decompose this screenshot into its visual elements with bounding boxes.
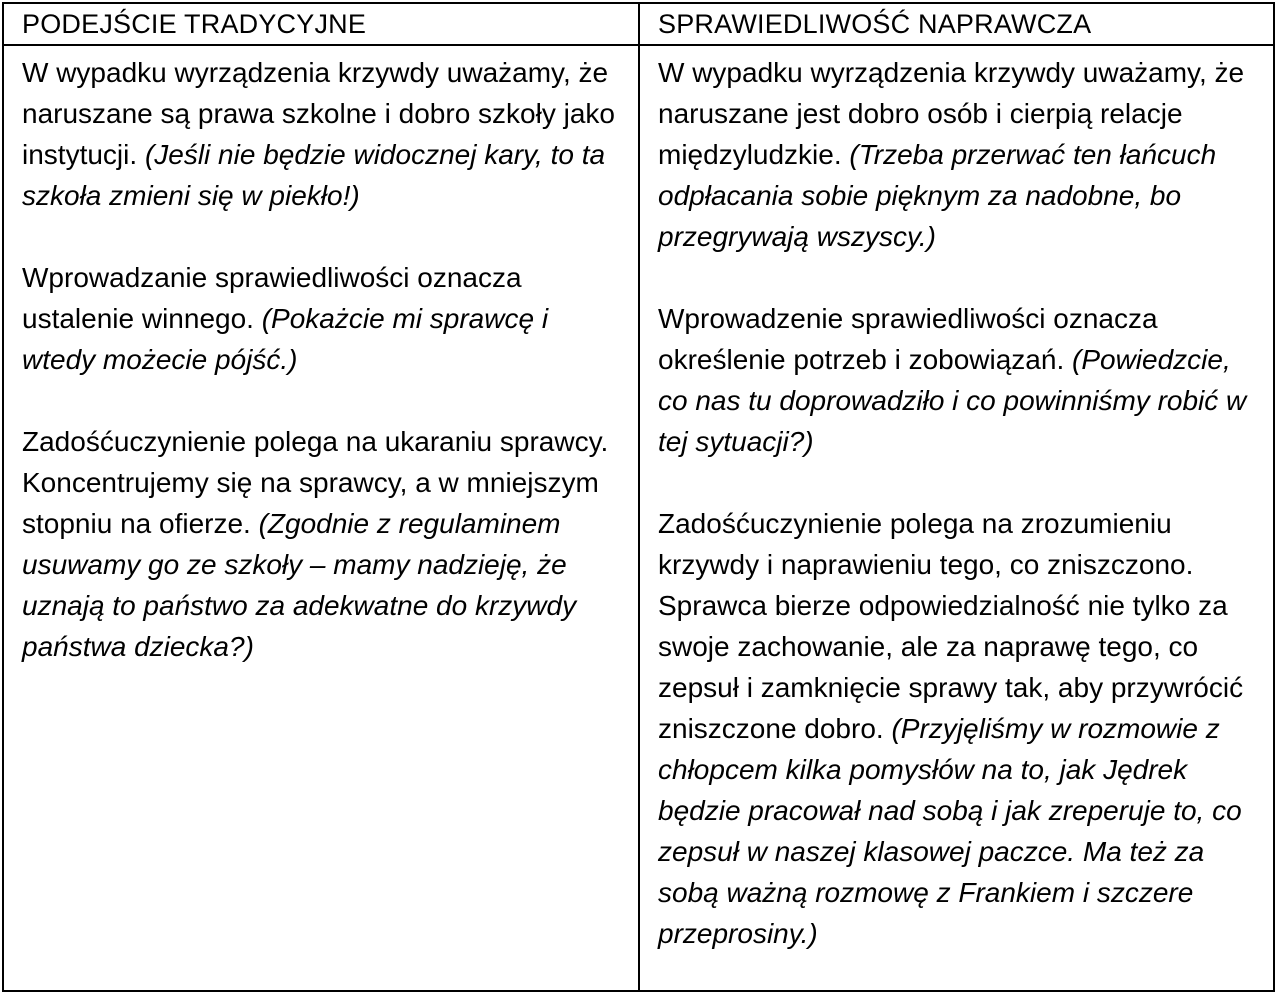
column-restorative xyxy=(640,46,1273,990)
traditional-paragraph-2 xyxy=(22,257,624,380)
restorative-paragraph-3 xyxy=(658,503,1259,954)
restorative-example-3: (Przyjęliśmy w rozmowie z chłopcem kilka pomysłów na to, jak Jędrek będzie pracował nad sobą i jak zreperuje to, co zepsuł w naszej klasowej paczce. Ma też za sobą ważną rozmowę z Frankiem i szczere przeprosiny.) xyxy=(658,713,1242,949)
header-restorative: SPRAWIEDLIWOŚĆ NAPRAWCZA xyxy=(640,4,1273,46)
header-traditional: PODEJŚCIE TRADYCYJNE xyxy=(4,4,640,46)
traditional-text-2: Wprowadzanie sprawiedliwości oznacza ustalenie winnego. xyxy=(22,262,522,334)
restorative-example-1: (Trzeba przerwać ten łańcuch odpłacania sobie pięknym za nadobne, bo przegrywają wszyscy.) xyxy=(658,139,1217,252)
restorative-text-3: Zadośćuczynienie polega na zrozumieniu krzywdy i naprawieniu tego, co zniszczono. Sprawca bierze odpowiedzialność nie tylko za swoje zachowanie, ale za naprawę tego, co zepsuł i zamknięcie sprawy tak, aby przywrócić zniszczone dobro. xyxy=(658,508,1244,744)
traditional-example-3: (Zgodnie z regulaminem usuwamy go ze szkoły – mamy nadzieję, że uznają to państwo za adekwatne do krzywdy państwa dziecka?) xyxy=(22,508,577,662)
restorative-paragraph-2 xyxy=(658,298,1259,462)
restorative-example-2: (Powiedzcie, co nas tu doprowadziło i co powinniśmy robić w tej sytuacji?) xyxy=(658,344,1247,457)
column-traditional xyxy=(4,46,640,990)
comparison-table xyxy=(2,2,1275,992)
traditional-text-3: Zadośćuczynienie polega na ukaraniu sprawcy. Koncentrujemy się na sprawcy, a w mniejszym stopniu na ofierze. xyxy=(22,426,609,539)
traditional-text-1: W wypadku wyrządzenia krzywdy uważamy, że naruszane są prawa szkolne i dobro szkoły jako instytucji. xyxy=(22,57,615,170)
restorative-paragraph-1 xyxy=(658,52,1259,257)
restorative-text-1: W wypadku wyrządzenia krzywdy uważamy, że naruszane jest dobro osób i cierpią relacje międzyludzkie. xyxy=(658,57,1245,170)
traditional-paragraph-3 xyxy=(22,421,624,667)
restorative-text-2: Wprowadzenie sprawiedliwości oznacza określenie potrzeb i zobowiązań. xyxy=(658,303,1158,375)
traditional-example-1: (Jeśli nie będzie widocznej kary, to ta szkoła zmieni się w piekło!) xyxy=(22,139,606,211)
traditional-paragraph-1 xyxy=(22,52,624,216)
traditional-example-2: (Pokażcie mi sprawcę i wtedy możecie pójść.) xyxy=(22,303,549,375)
